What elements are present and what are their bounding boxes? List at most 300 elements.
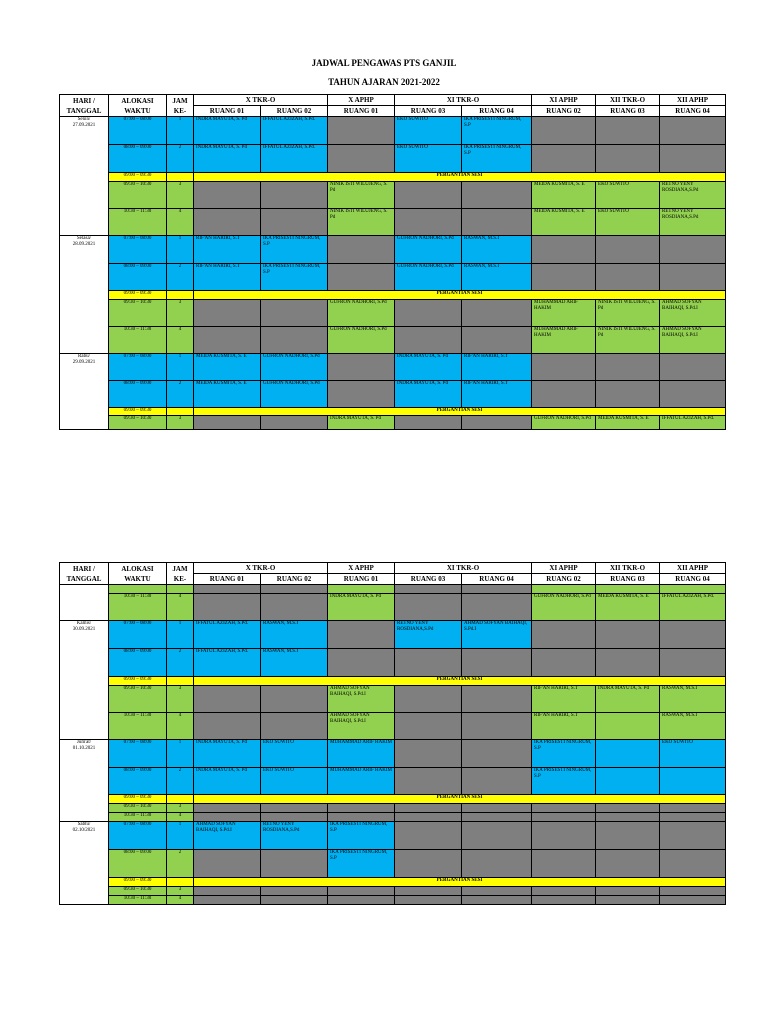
jam-cell — [167, 677, 194, 686]
supervisor-cell: MUHAMMAD ARIF HAKIM — [532, 300, 596, 327]
jam-cell: 3 — [167, 804, 194, 813]
supervisor-cell — [261, 887, 328, 896]
supervisor-cell — [462, 887, 532, 896]
jam-cell: 3 — [167, 300, 194, 327]
supervisor-cell — [660, 887, 726, 896]
supervisor-cell — [660, 896, 726, 905]
supervisor-cell — [532, 264, 596, 291]
time-cell: 07:00 – 08:00 — [109, 236, 167, 264]
supervisor-cell — [532, 585, 596, 594]
supervisor-cell — [261, 416, 328, 430]
table-row — [60, 850, 726, 878]
table-row — [60, 594, 726, 621]
supervisor-cell: GUFRON NADHORI, S.Pd — [532, 416, 596, 430]
supervisor-cell: IFFATUL AZIZAH, S.Pd. — [660, 416, 726, 430]
supervisor-cell — [660, 381, 726, 408]
table-row — [60, 408, 726, 416]
supervisor-cell — [596, 145, 660, 173]
time-cell: 07:00 – 08:00 — [109, 117, 167, 145]
supervisor-cell — [261, 327, 328, 354]
supervisor-cell — [462, 649, 532, 677]
day-cell: Jum'at/ 01.10.2021 — [60, 740, 109, 822]
header-jam: JAM KE- — [167, 95, 194, 117]
header-room: RUANG 01 — [194, 106, 261, 117]
supervisor-cell: RASWAN, M.S.I — [261, 649, 328, 677]
supervisor-cell — [596, 813, 660, 822]
day-cell — [60, 585, 109, 621]
supervisor-cell — [194, 850, 261, 878]
supervisor-cell: EKO SUWITO — [660, 740, 726, 768]
supervisor-cell: EKO SUWITO — [261, 740, 328, 768]
supervisor-cell — [395, 740, 462, 768]
supervisor-cell — [462, 209, 532, 236]
supervisor-cell — [660, 822, 726, 850]
supervisor-cell: INDRA MAYUTA, S. Pd — [596, 686, 660, 713]
supervisor-cell — [660, 264, 726, 291]
supervisor-cell — [328, 264, 395, 291]
table-row — [60, 585, 726, 594]
time-cell: 09:30 – 10:30 — [109, 804, 167, 813]
supervisor-cell — [462, 804, 532, 813]
time-cell: 09:00 – 09:30 — [109, 677, 167, 686]
supervisor-cell: RASWAN, M.S.I — [660, 713, 726, 740]
supervisor-cell: MUHAMMAD ARIF HAKIM — [328, 740, 395, 768]
time-cell: 07:00 – 08:00 — [109, 621, 167, 649]
supervisor-cell: NINIK ISTI WILUJENG, S. Pd — [328, 209, 395, 236]
supervisor-cell — [194, 327, 261, 354]
supervisor-cell — [395, 686, 462, 713]
time-cell: 08:00 – 09:00 — [109, 768, 167, 795]
jam-cell — [167, 408, 194, 416]
table-row — [60, 354, 726, 381]
header-xi-aphp: XI APHP — [532, 563, 596, 574]
supervisor-cell: IFFATUL AZIZAH, S.Pd. — [261, 117, 328, 145]
jam-cell: 1 — [167, 117, 194, 145]
document-title: JADWAL PENGAWAS PTS GANJIL — [311, 58, 457, 68]
header-xi-aphp: XI APHP — [532, 95, 596, 106]
time-cell: 07:00 – 08:00 — [109, 354, 167, 381]
time-cell: 09:00 – 09:30 — [109, 408, 167, 416]
supervisor-cell — [532, 804, 596, 813]
supervisor-cell — [194, 713, 261, 740]
supervisor-cell — [328, 804, 395, 813]
header-room: RUANG 03 — [596, 106, 660, 117]
supervisor-cell: MUHAMMAD ARIF HAKIM — [328, 768, 395, 795]
pergantian-sesi-label: PERGANTIAN SESI — [194, 291, 726, 300]
supervisor-cell — [395, 649, 462, 677]
supervisor-cell: IFFATUL AZIZAH, S.Pd. — [261, 145, 328, 173]
schedule-body-2 — [60, 585, 726, 905]
table-row — [60, 686, 726, 713]
supervisor-cell: IFFATUL AZIZAH, S.Pd. — [194, 621, 261, 649]
supervisor-cell — [395, 713, 462, 740]
time-cell: 08:00 – 09:00 — [109, 649, 167, 677]
supervisor-cell: RIF'AN HARIRI, S.T — [532, 713, 596, 740]
table-row — [60, 713, 726, 740]
jam-cell: 3 — [167, 416, 194, 430]
supervisor-cell — [462, 585, 532, 594]
table-row — [60, 264, 726, 291]
supervisor-cell — [660, 813, 726, 822]
day-cell: Kamis/ 30.09.2021 — [60, 621, 109, 740]
supervisor-cell — [532, 813, 596, 822]
supervisor-cell — [462, 300, 532, 327]
day-cell: Rabu/ 29.09.2021 — [60, 354, 109, 430]
time-cell — [109, 585, 167, 594]
time-cell: 08:00 – 09:00 — [109, 381, 167, 408]
header-hari: HARI / TANGGAL — [60, 95, 109, 117]
supervisor-cell — [462, 713, 532, 740]
header-room: RUANG 02 — [532, 106, 596, 117]
supervisor-cell — [395, 850, 462, 878]
table-row — [60, 804, 726, 813]
time-cell: 09:30 – 10:30 — [109, 416, 167, 430]
supervisor-cell: AHMAD SOFYAN BAIHAQI, S.Pd.I — [462, 621, 532, 649]
table-row — [60, 327, 726, 354]
supervisor-cell — [261, 686, 328, 713]
supervisor-cell — [261, 594, 328, 621]
supervisor-cell: INDRA MAYUTA, S. Pd — [194, 117, 261, 145]
header-room: RUANG 04 — [462, 574, 532, 585]
supervisor-cell: GUFRON NADHORI, S.Pd — [395, 264, 462, 291]
pergantian-sesi-label: PERGANTIAN SESI — [194, 795, 726, 804]
schedule-table-1 — [59, 94, 726, 430]
supervisor-cell — [660, 117, 726, 145]
supervisor-cell: RASWAN, M.S.I — [261, 621, 328, 649]
supervisor-cell — [660, 145, 726, 173]
supervisor-cell — [395, 813, 462, 822]
header-room: RUANG 03 — [596, 574, 660, 585]
table-row — [60, 236, 726, 264]
supervisor-cell: EKO SUWITO — [395, 145, 462, 173]
pergantian-sesi-label: PERGANTIAN SESI — [194, 173, 726, 182]
supervisor-cell — [532, 621, 596, 649]
header-room: RUANG 02 — [261, 574, 328, 585]
jam-cell: 4 — [167, 896, 194, 905]
supervisor-cell: EKO SUWITO — [596, 209, 660, 236]
supervisor-cell — [328, 117, 395, 145]
supervisor-cell — [596, 621, 660, 649]
supervisor-cell — [395, 300, 462, 327]
time-cell: 10:30 – 11:30 — [109, 896, 167, 905]
time-cell: 08:00 – 09:00 — [109, 145, 167, 173]
supervisor-cell: INDRA MAYUTA, S. Pd — [328, 416, 395, 430]
supervisor-cell — [660, 649, 726, 677]
jam-cell: 1 — [167, 621, 194, 649]
supervisor-cell: IKA PRISESTI NINGRUM, S.P — [261, 236, 328, 264]
table-row — [60, 677, 726, 686]
supervisor-cell — [395, 182, 462, 209]
jam-cell: 3 — [167, 686, 194, 713]
jam-cell: 2 — [167, 264, 194, 291]
supervisor-cell — [462, 850, 532, 878]
supervisor-cell — [194, 585, 261, 594]
table-row — [60, 416, 726, 430]
supervisor-cell — [532, 896, 596, 905]
supervisor-cell: NINIK ISTI WILUJENG, S. Pd — [328, 182, 395, 209]
supervisor-cell — [395, 804, 462, 813]
jam-cell — [167, 878, 194, 887]
supervisor-cell: IFFATUL AZIZAH, S.Pd. — [194, 649, 261, 677]
supervisor-cell — [395, 327, 462, 354]
table-row — [60, 740, 726, 768]
supervisor-cell — [194, 300, 261, 327]
table-row — [60, 795, 726, 804]
supervisor-cell — [328, 381, 395, 408]
supervisor-cell — [660, 804, 726, 813]
header-room: RUANG 03 — [395, 574, 462, 585]
jam-cell: 2 — [167, 649, 194, 677]
supervisor-cell — [261, 804, 328, 813]
supervisor-cell — [596, 896, 660, 905]
supervisor-cell: GUFRON NADHORI, S.Pd — [532, 594, 596, 621]
header-room: RUANG 04 — [660, 574, 726, 585]
header-room: RUANG 01 — [328, 106, 395, 117]
supervisor-cell — [532, 236, 596, 264]
table-row — [60, 117, 726, 145]
table-row — [60, 768, 726, 795]
supervisor-cell — [462, 594, 532, 621]
supervisor-cell: RIF'AN HARIRI, S.T — [462, 381, 532, 408]
table-row — [60, 822, 726, 850]
supervisor-cell — [328, 813, 395, 822]
supervisor-cell: RASWAN, M.S.I — [660, 686, 726, 713]
supervisor-cell — [328, 354, 395, 381]
header-xii-aphp: XII APHP — [660, 563, 726, 574]
jam-cell: 4 — [167, 713, 194, 740]
day-cell: Selasa/ 28.09.2021 — [60, 236, 109, 354]
supervisor-cell — [328, 145, 395, 173]
table-row — [60, 813, 726, 822]
table-row — [60, 381, 726, 408]
time-cell: 09:00 – 09:30 — [109, 291, 167, 300]
supervisor-cell — [395, 822, 462, 850]
document-subtitle: TAHUN AJARAN 2021-2022 — [328, 77, 440, 87]
supervisor-cell: INDRA MAYUTA, S. Pd — [194, 768, 261, 795]
time-cell: 10:30 – 11:30 — [109, 327, 167, 354]
supervisor-cell: MEIDA KUSMITA, S. E — [596, 416, 660, 430]
table-row — [60, 878, 726, 887]
supervisor-cell: INDRA MAYUTA, S. Pd — [395, 381, 462, 408]
jam-cell: 2 — [167, 850, 194, 878]
header-xii-tkro: XII TKR-O — [596, 95, 660, 106]
supervisor-cell: EKO SUWITO — [596, 182, 660, 209]
table-row — [60, 896, 726, 905]
time-cell: 09:30 – 10:30 — [109, 182, 167, 209]
supervisor-cell — [596, 649, 660, 677]
supervisor-cell: AHMAD SOFYAN BAIHAQI, S.Pd.I — [328, 686, 395, 713]
header-alokasi: ALOKASI WAKTU — [109, 95, 167, 117]
supervisor-cell — [328, 236, 395, 264]
jam-cell: 2 — [167, 381, 194, 408]
day-cell: Sabtu/ 02.10/2021 — [60, 822, 109, 905]
time-cell: 09:00 – 09:30 — [109, 173, 167, 182]
jam-cell — [167, 173, 194, 182]
supervisor-cell — [395, 594, 462, 621]
day-cell: Senin/ 27.09.2021 — [60, 117, 109, 236]
supervisor-cell — [261, 585, 328, 594]
supervisor-cell — [462, 416, 532, 430]
supervisor-cell: RETNO YENY ROSDIANA,S.Pd — [261, 822, 328, 850]
pergantian-sesi-label: PERGANTIAN SESI — [194, 878, 726, 887]
table-row — [60, 887, 726, 896]
supervisor-cell: MEIDA KUSMITA, S. E — [596, 594, 660, 621]
supervisor-cell — [462, 822, 532, 850]
supervisor-cell — [660, 621, 726, 649]
jam-cell: 4 — [167, 209, 194, 236]
header-hari: HARI / TANGGAL — [60, 563, 109, 585]
header-room: RUANG 03 — [395, 106, 462, 117]
supervisor-cell: GUFRON NADHORI, S.Pd — [328, 327, 395, 354]
supervisor-cell: AHMAD SOFYAN BAIHAQI, S.Pd.I — [194, 822, 261, 850]
time-cell: 07:00 – 08:00 — [109, 740, 167, 768]
supervisor-cell: RETNO YENY ROSDIANA,S.Pd — [395, 621, 462, 649]
supervisor-cell — [596, 381, 660, 408]
time-cell: 10:30 – 11:30 — [109, 813, 167, 822]
supervisor-cell: MEIDA KUSMITA, S. E — [532, 209, 596, 236]
supervisor-cell — [596, 264, 660, 291]
supervisor-cell — [532, 145, 596, 173]
time-cell: 09:30 – 10:30 — [109, 686, 167, 713]
supervisor-cell: MEIDA KUSMITA, S. E — [194, 354, 261, 381]
supervisor-cell — [194, 182, 261, 209]
supervisor-cell — [194, 594, 261, 621]
table-row — [60, 209, 726, 236]
supervisor-cell: EKO SUWITO — [395, 117, 462, 145]
supervisor-cell — [596, 713, 660, 740]
supervisor-cell: RIF'AN HARIRI, S.T — [462, 354, 532, 381]
jam-cell: 1 — [167, 354, 194, 381]
supervisor-cell — [532, 354, 596, 381]
supervisor-cell: IKA PRISESTI NINGRUM, S.P — [532, 768, 596, 795]
supervisor-cell — [462, 740, 532, 768]
time-cell: 07:00 – 08:00 — [109, 822, 167, 850]
supervisor-cell — [194, 209, 261, 236]
supervisor-cell — [462, 896, 532, 905]
supervisor-cell: INDRA MAYUTA, S. Pd — [395, 354, 462, 381]
supervisor-cell — [596, 887, 660, 896]
supervisor-cell — [532, 887, 596, 896]
time-cell: 10:30 – 11:30 — [109, 594, 167, 621]
header-x-aphp: X APHP — [328, 563, 395, 574]
supervisor-cell — [596, 822, 660, 850]
jam-cell: 1 — [167, 740, 194, 768]
supervisor-cell — [194, 804, 261, 813]
supervisor-cell — [660, 850, 726, 878]
supervisor-cell — [395, 585, 462, 594]
supervisor-cell — [328, 621, 395, 649]
jam-cell: 3 — [167, 182, 194, 209]
jam-cell: 2 — [167, 145, 194, 173]
supervisor-cell: RIF'AN HARIRI, S.T — [532, 686, 596, 713]
supervisor-cell — [660, 354, 726, 381]
time-cell: 09:00 – 09:30 — [109, 795, 167, 804]
supervisor-cell — [261, 896, 328, 905]
supervisor-cell — [462, 182, 532, 209]
supervisor-cell — [328, 887, 395, 896]
supervisor-cell: MUHAMMAD ARIF HAKIM — [532, 327, 596, 354]
schedule-table-2 — [59, 562, 726, 905]
jam-cell: 3 — [167, 887, 194, 896]
supervisor-cell: GUFRON NADHORI, S.Pd — [261, 381, 328, 408]
supervisor-cell — [395, 887, 462, 896]
supervisor-cell — [596, 768, 660, 795]
header-x-tkro: X TKR-O — [194, 563, 328, 574]
supervisor-cell — [395, 768, 462, 795]
supervisor-cell — [328, 649, 395, 677]
supervisor-cell — [395, 896, 462, 905]
supervisor-cell — [462, 686, 532, 713]
table-row — [60, 649, 726, 677]
pergantian-sesi-label: PERGANTIAN SESI — [194, 408, 726, 416]
header-xii-tkro: XII TKR-O — [596, 563, 660, 574]
supervisor-cell — [532, 850, 596, 878]
header-x-aphp: X APHP — [328, 95, 395, 106]
time-cell: 09:30 – 10:30 — [109, 300, 167, 327]
jam-cell: 4 — [167, 813, 194, 822]
supervisor-cell: IKA PRISESTI NINGRUM, S.P — [462, 117, 532, 145]
supervisor-cell — [532, 649, 596, 677]
time-cell: 09:00 – 09:30 — [109, 878, 167, 887]
jam-cell: 1 — [167, 822, 194, 850]
supervisor-cell — [660, 236, 726, 264]
supervisor-cell: RASWAN, M.S.I — [462, 264, 532, 291]
supervisor-cell — [596, 740, 660, 768]
supervisor-cell: INDRA MAYUTA, S. Pd — [194, 740, 261, 768]
time-cell: 08:00 – 09:00 — [109, 264, 167, 291]
jam-cell: 4 — [167, 594, 194, 621]
supervisor-cell: GUFRON NADHORI, S.Pd — [261, 354, 328, 381]
supervisor-cell: AHMAD SOFYAN BAIHAQI, S.Pd.I — [660, 300, 726, 327]
supervisor-cell: IKA PRISESTI NINGRUM, S.P — [328, 850, 395, 878]
header-room: RUANG 04 — [462, 106, 532, 117]
supervisor-cell — [596, 354, 660, 381]
supervisor-cell — [462, 813, 532, 822]
header-room: RUANG 04 — [660, 106, 726, 117]
supervisor-cell: RASWAN, M.S.I — [462, 236, 532, 264]
table-row — [60, 182, 726, 209]
supervisor-cell — [395, 416, 462, 430]
supervisor-cell: INDRA MAYUTA, S. Pd — [328, 594, 395, 621]
supervisor-cell: NINIK ISTI WILUJENG, S. Pd — [596, 300, 660, 327]
supervisor-cell — [596, 236, 660, 264]
supervisor-cell: GUFRON NADHORI, S.Pd — [395, 236, 462, 264]
supervisor-cell — [261, 209, 328, 236]
supervisor-cell — [328, 585, 395, 594]
supervisor-cell: MEIDA KUSMITA, S. E — [532, 182, 596, 209]
supervisor-cell: GUFRON NADHORI, S.Pd — [328, 300, 395, 327]
supervisor-cell — [532, 381, 596, 408]
header-xi-tkro: XI TKR-O — [395, 563, 532, 574]
supervisor-cell — [328, 896, 395, 905]
jam-cell — [167, 291, 194, 300]
supervisor-cell: MEIDA KUSMITA, S. E — [194, 381, 261, 408]
supervisor-cell: RETNO YENY ROSDIANA,S.Pd — [660, 182, 726, 209]
header-room: RUANG 02 — [261, 106, 328, 117]
supervisor-cell — [596, 585, 660, 594]
table-row — [60, 145, 726, 173]
supervisor-cell: RETNO YENY ROSDIANA,S.Pd — [660, 209, 726, 236]
supervisor-cell: EKO SUWITO — [261, 768, 328, 795]
header-room: RUANG 01 — [194, 574, 261, 585]
header-jam: JAM KE- — [167, 563, 194, 585]
supervisor-cell: IKA PRISESTI NINGRUM, S.P — [532, 740, 596, 768]
supervisor-cell: IKA PRISESTI NINGRUM, S.P — [261, 264, 328, 291]
table-row — [60, 173, 726, 182]
supervisor-cell: IFFATUL AZIZAH, S.Pd. — [660, 594, 726, 621]
supervisor-cell — [596, 117, 660, 145]
supervisor-cell: AHMAD SOFYAN BAIHAQI, S.Pd.I — [660, 327, 726, 354]
